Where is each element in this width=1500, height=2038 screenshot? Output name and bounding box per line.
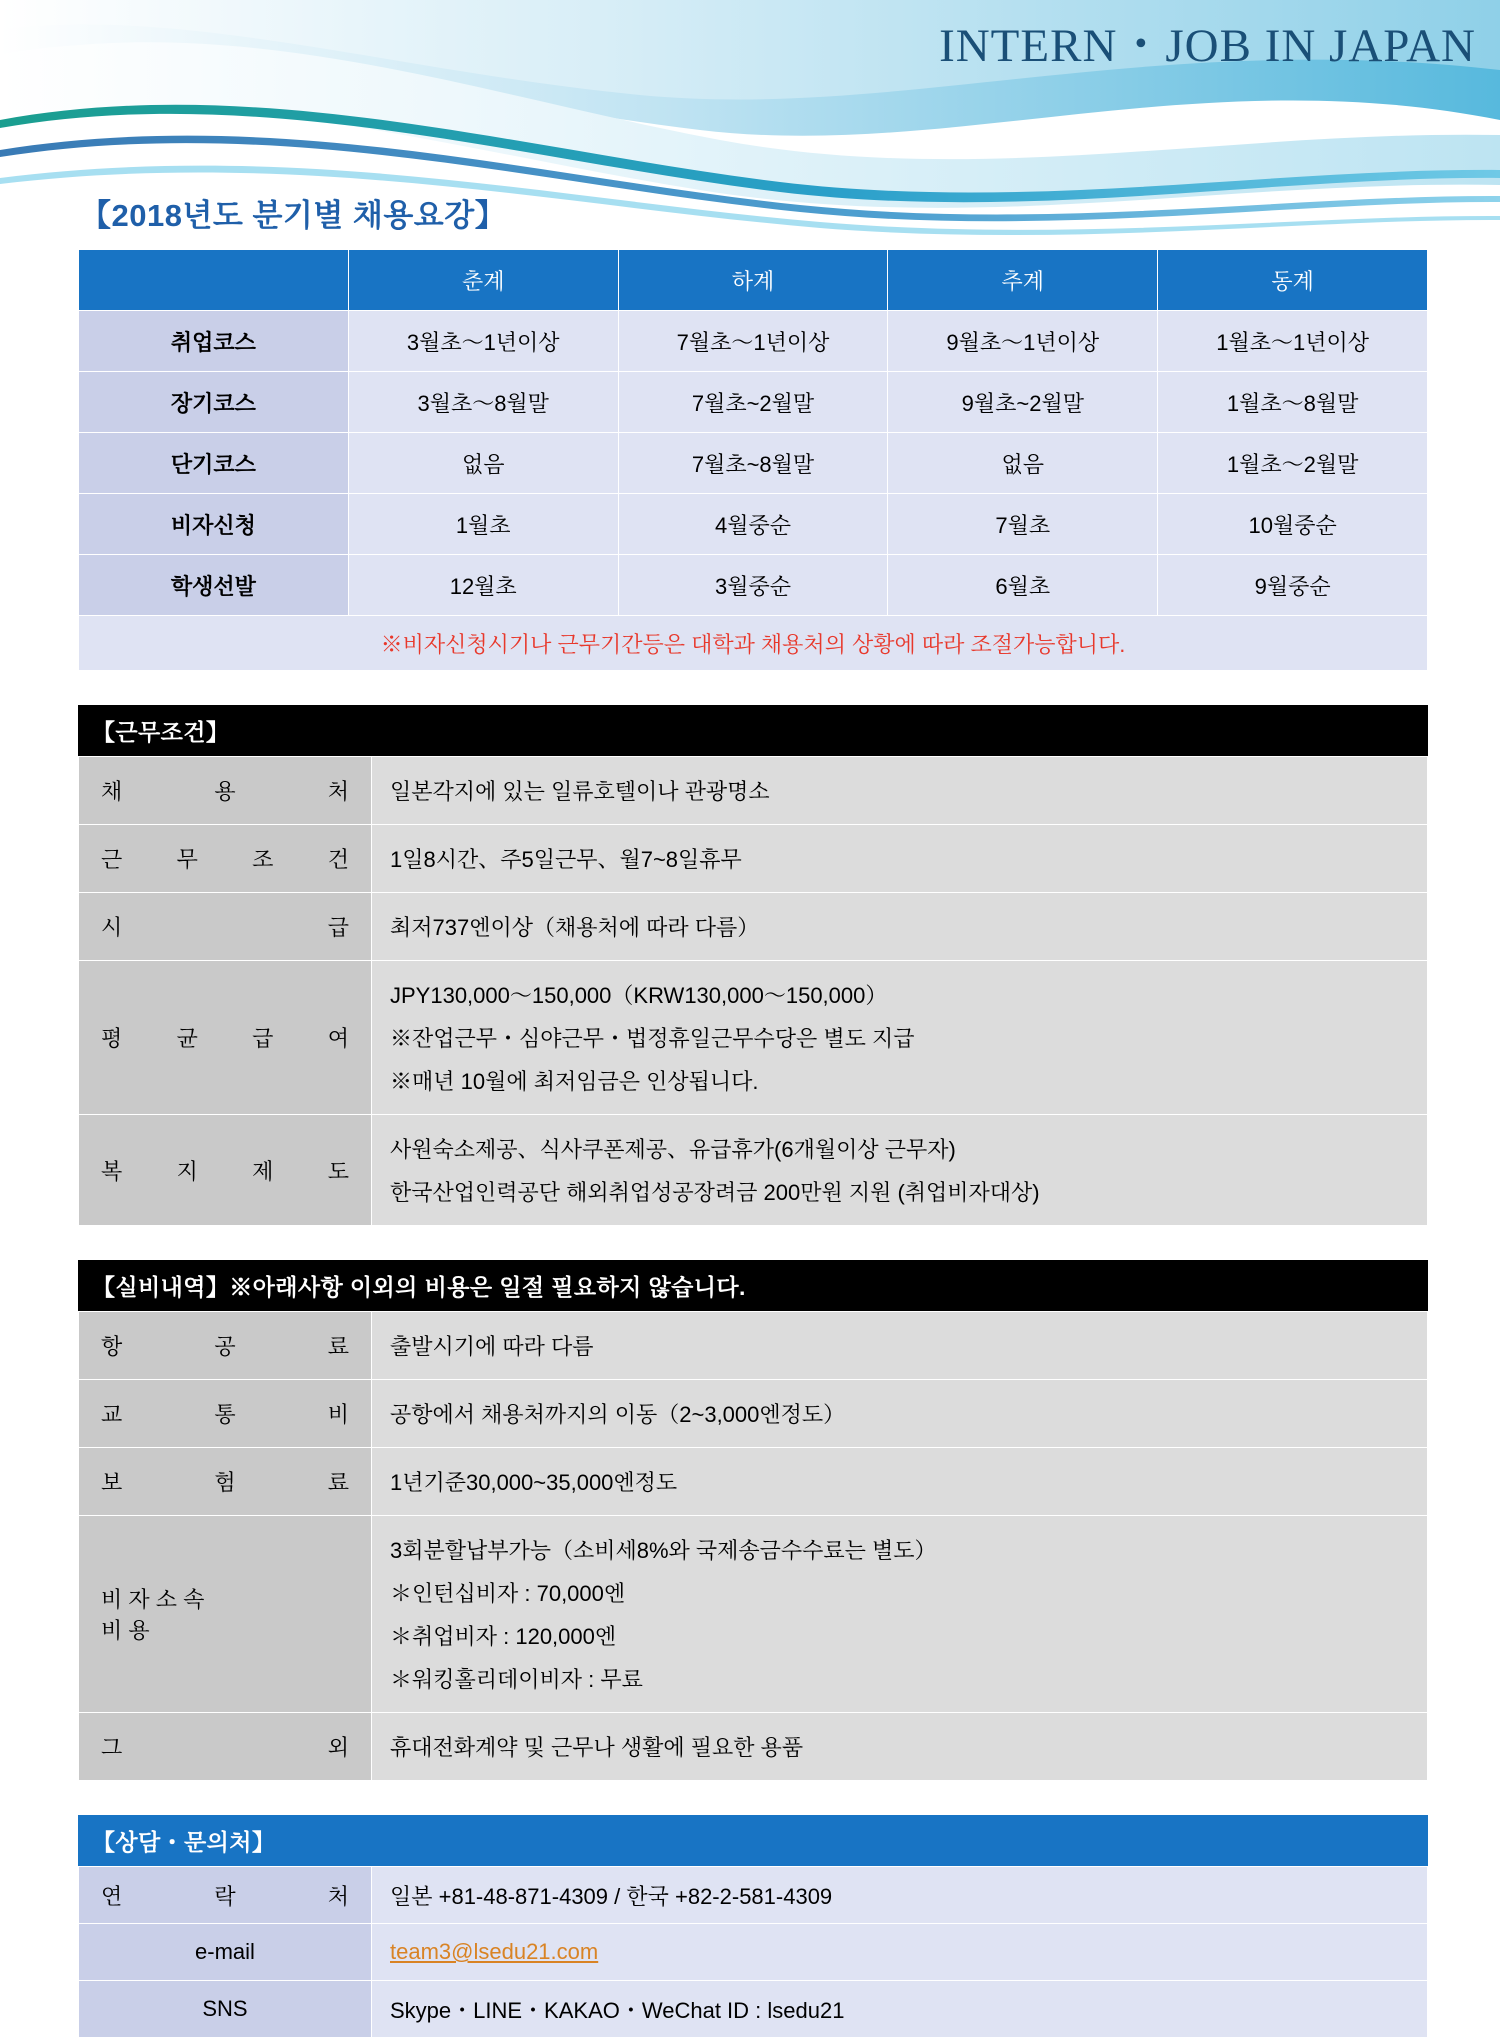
value-line: 사원숙소제공、식사쿠폰제공、유급휴가(6개월이상 근무자) xyxy=(390,1137,956,1162)
label-char: 지 xyxy=(176,1158,198,1184)
label-char: 근 xyxy=(101,847,123,872)
row-label-others xyxy=(79,1713,372,1781)
section-bar-contact: 【상담・문의처】 xyxy=(78,1815,1428,1866)
table-row xyxy=(79,1924,1428,1981)
table-row xyxy=(79,893,1428,961)
label-char: 시 xyxy=(101,915,123,940)
table-cell: 7월초~2월말 xyxy=(618,372,888,433)
label-char: 보 xyxy=(101,1470,123,1495)
label-line: 비 용 xyxy=(101,1618,150,1643)
label-char: 험 xyxy=(214,1470,236,1495)
table-cell: 7월초~8월말 xyxy=(618,433,888,494)
table-cell: 9월초~2월말 xyxy=(888,372,1158,433)
table-row xyxy=(79,757,1428,825)
table-cell: 7월초 xyxy=(888,494,1158,555)
row-label: 단기코스 xyxy=(79,433,349,494)
row-label-hourly-wage xyxy=(79,893,372,961)
value-line: ＊워킹홀리데이비자 : 무료 xyxy=(390,1667,643,1692)
label-char: 균 xyxy=(176,1026,198,1051)
page-title: 【2018년도 분기별 채용요강】 xyxy=(80,198,507,233)
table-row xyxy=(79,1516,1428,1713)
section-bar-work-conditions: 【근무조건】 xyxy=(78,705,1428,756)
table-cell: 10월중순 xyxy=(1158,494,1428,555)
label-char: 비 xyxy=(327,1402,349,1427)
row-label: 학생선발 xyxy=(79,555,349,616)
label-chars xyxy=(101,1022,349,1053)
quarterly-note: ※비자신청시기나 근무기간등은 대학과 채용처의 상황에 따라 조절가능합니다. xyxy=(79,616,1428,671)
row-value-insurance xyxy=(372,1448,1428,1516)
label-chars xyxy=(101,775,349,806)
table-cell: 없음 xyxy=(348,433,618,494)
row-label-insurance xyxy=(79,1448,372,1516)
label-char: 락 xyxy=(214,1883,236,1909)
row-value-hourly-wage xyxy=(372,893,1428,961)
table-row xyxy=(79,433,1428,494)
table-cell: 없음 xyxy=(888,433,1158,494)
row-value-working-conditions xyxy=(372,825,1428,893)
value-line: 출발시기에 따라 다름 xyxy=(390,1334,594,1359)
row-value-sns: Skype・LINE・KAKAO・WeChat ID : lsedu21 xyxy=(372,1981,1428,2038)
label-char: 외 xyxy=(327,1735,349,1760)
label-chars xyxy=(101,1880,349,1911)
row-label-email: e-mail xyxy=(79,1924,372,1981)
table-row xyxy=(79,1867,1428,1924)
label-char: 료 xyxy=(327,1334,349,1359)
label-char: 급 xyxy=(327,915,349,940)
label-char: 제 xyxy=(252,1158,274,1184)
label-char: 복 xyxy=(101,1158,123,1184)
value-line: 일본각지에 있는 일류호텔이나 관광명소 xyxy=(390,779,770,804)
label-char: 처 xyxy=(327,779,349,804)
table-row xyxy=(79,1448,1428,1516)
quarterly-table xyxy=(78,249,1428,671)
label-char: 항 xyxy=(101,1334,123,1359)
label-char: 평 xyxy=(101,1026,123,1051)
row-label-visa-cost xyxy=(79,1516,372,1713)
label-chars xyxy=(101,1398,349,1429)
table-cell: 3월중순 xyxy=(618,555,888,616)
row-label-welfare xyxy=(79,1115,372,1226)
label-chars xyxy=(101,911,349,942)
value-line: 3회분할납부가능（소비세8%와 국제송금수수료는 별도） xyxy=(390,1538,937,1563)
contact-table xyxy=(78,1866,1428,2038)
table-row xyxy=(79,825,1428,893)
table-row xyxy=(79,1115,1428,1226)
section-bar-expenses: 【실비내역】※아래사항 이외의 비용은 일절 필요하지 않습니다. xyxy=(78,1260,1428,1311)
table-cell: 12월초 xyxy=(348,555,618,616)
table-cell: 3월초〜1년이상 xyxy=(348,311,618,372)
table-row xyxy=(79,1981,1428,2038)
label-char: 연 xyxy=(101,1883,123,1909)
row-value-average-salary xyxy=(372,961,1428,1115)
column-header-autumn: 추계 xyxy=(888,250,1158,311)
label-chars xyxy=(101,1155,349,1186)
row-label-sns: SNS xyxy=(79,1981,372,2038)
value-line: 1일8시간、주5일근무、월7~8일휴무 xyxy=(390,847,742,872)
table-cell: 9월중순 xyxy=(1158,555,1428,616)
row-label-phone xyxy=(79,1867,372,1924)
work-conditions-table xyxy=(78,756,1428,1226)
label-char: 여 xyxy=(327,1026,349,1051)
label-char: 통 xyxy=(214,1402,236,1427)
table-row xyxy=(79,1380,1428,1448)
table-row xyxy=(79,372,1428,433)
row-value-airfare xyxy=(372,1312,1428,1380)
row-label: 장기코스 xyxy=(79,372,349,433)
label-char: 교 xyxy=(101,1402,123,1427)
value-line: 한국산업인력공단 해외취업성공장려금 200만원 지원 (취업비자대상) xyxy=(390,1180,1040,1205)
label-char: 그 xyxy=(101,1735,123,1760)
row-value-phone: 일본 +81-48-871-4309 / 한국 +82-2-581-4309 xyxy=(372,1867,1428,1924)
row-label-transport xyxy=(79,1380,372,1448)
column-header-summer: 하계 xyxy=(618,250,888,311)
brand-title: INTERN・JOB IN JAPAN xyxy=(939,20,1476,72)
table-cell: 4월중순 xyxy=(618,494,888,555)
row-value-employer xyxy=(372,757,1428,825)
table-cell: 7월초〜1년이상 xyxy=(618,311,888,372)
value-line: ＊인턴십비자 : 70,000엔 xyxy=(390,1581,626,1606)
label-chars xyxy=(101,1330,349,1361)
table-cell: 3월초〜8월말 xyxy=(348,372,618,433)
table-cell: 1월초〜8월말 xyxy=(1158,372,1428,433)
value-line: 1년기준30,000~35,000엔정도 xyxy=(390,1470,678,1495)
label-char: 도 xyxy=(327,1158,349,1184)
row-label: 취업코스 xyxy=(79,311,349,372)
row-value-visa-cost xyxy=(372,1516,1428,1713)
row-value-email xyxy=(372,1924,1428,1981)
row-label-working-conditions xyxy=(79,825,372,893)
value-line: ※매년 10월에 최저임금은 인상됩니다. xyxy=(390,1069,759,1094)
label-chars xyxy=(101,1466,349,1497)
table-row xyxy=(79,961,1428,1115)
table-header-row xyxy=(79,250,1428,311)
value-line: ※잔업근무・심야근무・법정휴일근무수당은 별도 지급 xyxy=(390,1026,915,1051)
row-value-others xyxy=(372,1713,1428,1781)
label-char: 용 xyxy=(214,779,236,804)
label-char: 무 xyxy=(176,847,198,872)
table-cell: 1월초 xyxy=(348,494,618,555)
label-char: 급 xyxy=(252,1026,274,1051)
label-char: 료 xyxy=(327,1470,349,1495)
label-char: 공 xyxy=(214,1334,236,1359)
row-label-employer xyxy=(79,757,372,825)
column-header-winter: 동계 xyxy=(1158,250,1428,311)
table-row xyxy=(79,311,1428,372)
table-row xyxy=(79,1312,1428,1380)
table-row xyxy=(79,494,1428,555)
email-link[interactable]: team3@lsedu21.com xyxy=(390,1939,599,1964)
row-value-welfare xyxy=(372,1115,1428,1226)
label-char: 건 xyxy=(327,847,349,872)
row-label-average-salary xyxy=(79,961,372,1115)
value-line: 최저737엔이상（채용처에 따라 다름） xyxy=(390,915,760,940)
row-label-airfare xyxy=(79,1312,372,1380)
table-row xyxy=(79,555,1428,616)
table-cell: 1월초〜2월말 xyxy=(1158,433,1428,494)
column-header-blank xyxy=(79,250,349,311)
row-value-transport xyxy=(372,1380,1428,1448)
table-cell: 6월초 xyxy=(888,555,1158,616)
value-line: JPY130,000〜150,000（KRW130,000〜150,000） xyxy=(390,983,888,1008)
label-char: 채 xyxy=(101,779,123,804)
label-char: 처 xyxy=(327,1883,349,1909)
label-chars xyxy=(101,843,349,874)
table-row xyxy=(79,1713,1428,1781)
table-note-row xyxy=(79,616,1428,671)
table-cell: 1월초〜1년이상 xyxy=(1158,311,1428,372)
column-header-spring: 춘계 xyxy=(348,250,618,311)
value-line: 휴대전화계약 및 근무나 생활에 필요한 용품 xyxy=(390,1735,804,1760)
value-line: 공항에서 채용처까지의 이동（2~3,000엔정도） xyxy=(390,1402,846,1427)
label-line: 비 자 소 속 xyxy=(101,1587,205,1612)
label-char: 조 xyxy=(252,847,274,872)
row-label: 비자신청 xyxy=(79,494,349,555)
expenses-table xyxy=(78,1311,1428,1781)
value-line: ＊취업비자 : 120,000엔 xyxy=(390,1624,617,1649)
label-chars xyxy=(101,1731,349,1762)
page-content xyxy=(78,190,1428,2038)
table-cell: 9월초〜1년이상 xyxy=(888,311,1158,372)
